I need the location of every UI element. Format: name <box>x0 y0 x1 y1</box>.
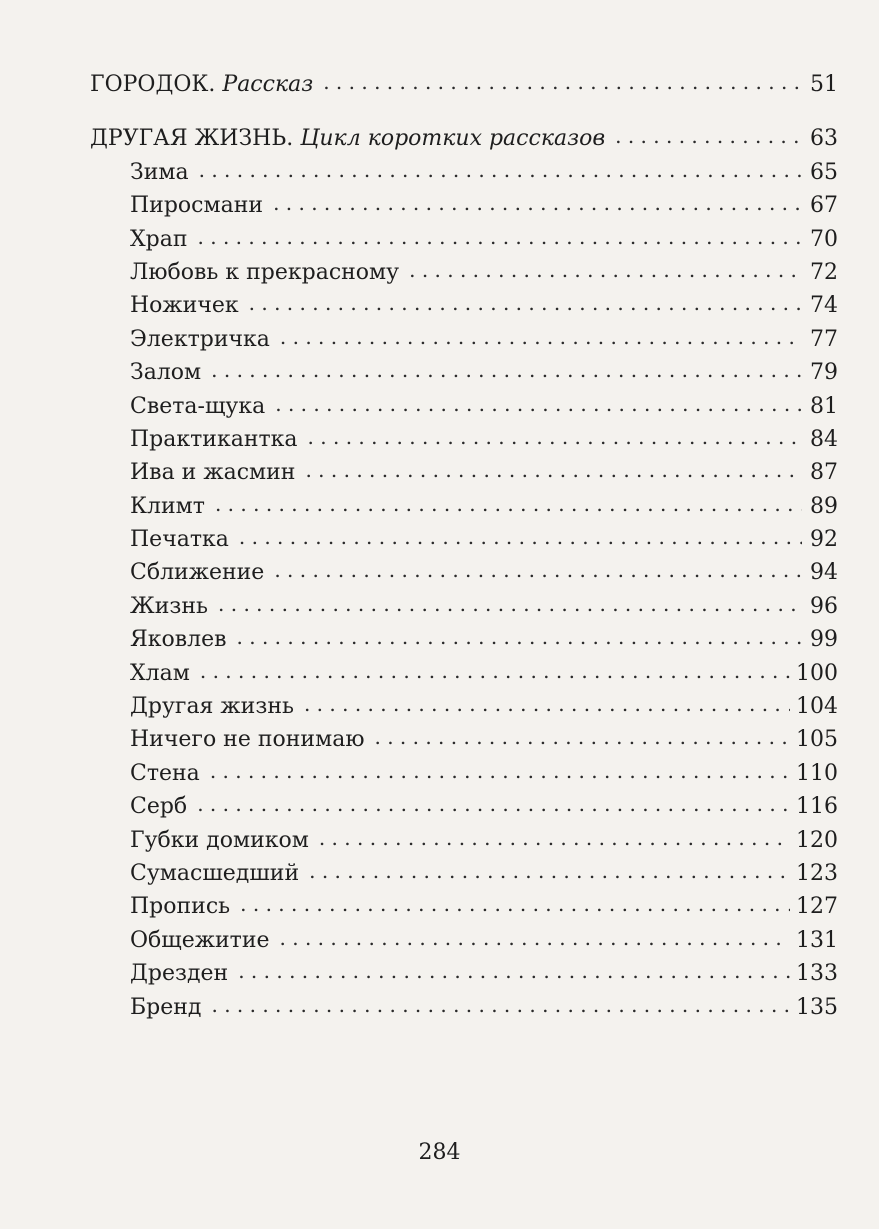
dot-leader <box>308 421 802 454</box>
toc-sub-entry[interactable] <box>90 824 838 857</box>
toc-sub-entry-page: 133 <box>796 961 838 987</box>
toc-sub-entry-page: 84 <box>810 426 838 452</box>
toc-sub-entry-page: 89 <box>810 493 838 519</box>
dot-leader <box>211 989 790 1022</box>
toc-sub-entry-page: 105 <box>796 727 838 753</box>
toc-sub-entry-title: Света-щука <box>130 393 266 419</box>
toc-sub-entry[interactable] <box>90 189 838 222</box>
toc-sub-entry[interactable] <box>90 590 838 623</box>
toc-entry-caps-title: ГОРОДОК. <box>90 72 216 97</box>
dot-leader <box>215 488 802 521</box>
dot-leader <box>210 755 790 788</box>
dot-leader <box>237 621 802 654</box>
toc-sub-entry-page: 81 <box>810 393 838 419</box>
dot-leader <box>305 454 802 487</box>
toc-sub-entry-title: Храп <box>130 226 188 252</box>
toc-sub-entry-page: 110 <box>796 760 838 786</box>
dot-leader <box>200 655 790 688</box>
dot-leader <box>304 688 790 721</box>
toc-entry-title <box>90 68 313 101</box>
toc-sub-entry-title: Сближение <box>130 560 265 586</box>
toc-sub-entry[interactable] <box>90 323 838 356</box>
toc-sub-entry-page: 77 <box>810 326 838 352</box>
toc-sub-entry-page: 79 <box>810 360 838 386</box>
toc-sub-entry[interactable] <box>90 289 838 322</box>
dot-leader <box>211 354 802 387</box>
toc-sub-entry-title: Ножичек <box>130 293 239 319</box>
toc-sub-entry-page: 131 <box>796 927 838 953</box>
toc-sub-entry-page: 120 <box>796 827 838 853</box>
toc-sub-entry[interactable] <box>90 657 838 690</box>
toc-sub-entry-page: 116 <box>796 794 838 820</box>
toc-sub-entry[interactable] <box>90 890 838 923</box>
toc-sub-entry-page: 70 <box>810 226 838 252</box>
toc-sub-entry[interactable] <box>90 991 838 1024</box>
toc-sub-entry-page: 99 <box>810 627 838 653</box>
dot-leader <box>280 321 802 354</box>
toc-sub-entry-title: Другая жизнь <box>130 694 294 720</box>
toc-sub-entry-title: Дрезден <box>130 961 229 987</box>
toc-sub-entry[interactable] <box>90 523 838 556</box>
toc-entry-gorodok[interactable] <box>90 68 838 101</box>
dot-leader <box>615 120 802 153</box>
toc-sub-entry-title: Зима <box>130 159 189 185</box>
toc-entry-drugaya-zhizn[interactable] <box>90 122 838 155</box>
toc-sub-entry[interactable] <box>90 423 838 456</box>
toc-sub-entry-title: Общежитие <box>130 927 270 953</box>
toc-sub-entry-page: 74 <box>810 293 838 319</box>
dot-leader <box>274 554 802 587</box>
dot-leader <box>199 154 802 187</box>
dot-leader <box>374 721 790 754</box>
toc-sub-entry-title: Ива и жасмин <box>130 460 296 486</box>
toc-sub-entry-title: Любовь к прекрасному <box>130 259 400 285</box>
toc-sub-entry-page: 96 <box>810 593 838 619</box>
dot-leader <box>273 187 802 220</box>
toc-sub-entry[interactable] <box>90 223 838 256</box>
dot-leader <box>323 66 802 99</box>
toc-sub-entry-page: 72 <box>810 259 838 285</box>
toc-sub-entry-title: Жизнь <box>130 593 209 619</box>
toc-sub-entry-title: Губки домиком <box>130 827 309 853</box>
toc-sub-entry[interactable] <box>90 924 838 957</box>
toc-sub-entry[interactable] <box>90 723 838 756</box>
dot-leader <box>198 221 802 254</box>
toc-sub-entry-title: Залом <box>130 360 202 386</box>
toc-sub-entry[interactable] <box>90 790 838 823</box>
toc-sub-entry-title: Электричка <box>130 326 270 352</box>
toc-sub-entry[interactable] <box>90 390 838 423</box>
dot-leader <box>249 287 802 320</box>
dot-leader <box>197 788 790 821</box>
toc-sub-entry[interactable] <box>90 556 838 589</box>
toc-sub-entry-page: 100 <box>796 660 838 686</box>
toc-sub-entry-title: Бренд <box>130 994 202 1020</box>
toc-sub-entry-title: Стена <box>130 760 200 786</box>
toc-entry-title <box>90 122 605 155</box>
dot-leader <box>239 521 802 554</box>
toc-sub-entry-page: 94 <box>810 560 838 586</box>
toc-sub-entry[interactable] <box>90 490 838 523</box>
toc-entry-caps-title: ДРУГАЯ ЖИЗНЬ. <box>90 126 294 152</box>
toc-sub-entry[interactable] <box>90 690 838 723</box>
section-gap <box>90 101 838 122</box>
toc-sub-entry-title: Яковлев <box>130 627 227 653</box>
toc-sub-entry-page: 123 <box>796 860 838 886</box>
toc-entry-genre: Цикл коротких рассказов <box>300 126 606 152</box>
dot-leader <box>309 855 790 888</box>
dot-leader <box>218 588 802 621</box>
toc-sub-entry[interactable] <box>90 156 838 189</box>
dot-leader <box>240 888 790 921</box>
toc-sub-entry[interactable] <box>90 957 838 990</box>
toc-entry-page: 51 <box>810 72 838 97</box>
toc-sub-entry-title: Пропись <box>130 894 231 920</box>
toc-entry-page: 63 <box>810 126 838 152</box>
toc-sub-entry[interactable] <box>90 256 838 289</box>
toc-sub-entry-page: 135 <box>796 994 838 1020</box>
dot-leader <box>238 955 790 988</box>
toc-sub-entry-title: Ничего не понимаю <box>130 727 365 753</box>
toc-sub-entry-page: 67 <box>810 193 838 219</box>
toc-sub-entry-title: Серб <box>130 794 188 820</box>
toc-sub-entry-page: 127 <box>796 894 838 920</box>
toc-sub-entry-title: Хлам <box>130 660 190 686</box>
dot-leader <box>409 254 802 287</box>
toc-sub-entry-page: 92 <box>810 527 838 553</box>
table-of-contents <box>90 68 838 1024</box>
toc-sub-entry[interactable] <box>90 456 838 489</box>
toc-sub-entry-title: Климт <box>130 493 205 519</box>
toc-sub-entry-page: 87 <box>810 460 838 486</box>
toc-sub-entry-page: 65 <box>810 159 838 185</box>
dot-leader <box>275 388 802 421</box>
toc-entry-genre: Рассказ <box>222 72 314 97</box>
toc-sub-entry-title: Печатка <box>130 527 229 553</box>
toc-sub-entry[interactable] <box>90 356 838 389</box>
dot-leader <box>280 922 790 955</box>
page-number: 284 <box>418 1140 461 1165</box>
toc-sub-entry[interactable] <box>90 623 838 656</box>
toc-sub-list <box>90 156 838 1024</box>
toc-sub-entry[interactable] <box>90 857 838 890</box>
toc-sub-entry-page: 104 <box>796 694 838 720</box>
toc-sub-entry-title: Практикантка <box>130 426 298 452</box>
toc-sub-entry[interactable] <box>90 757 838 790</box>
toc-sub-entry-title: Сумасшедший <box>130 860 300 886</box>
toc-sub-entry-title: Пиросмани <box>130 193 264 219</box>
dot-leader <box>319 822 790 855</box>
